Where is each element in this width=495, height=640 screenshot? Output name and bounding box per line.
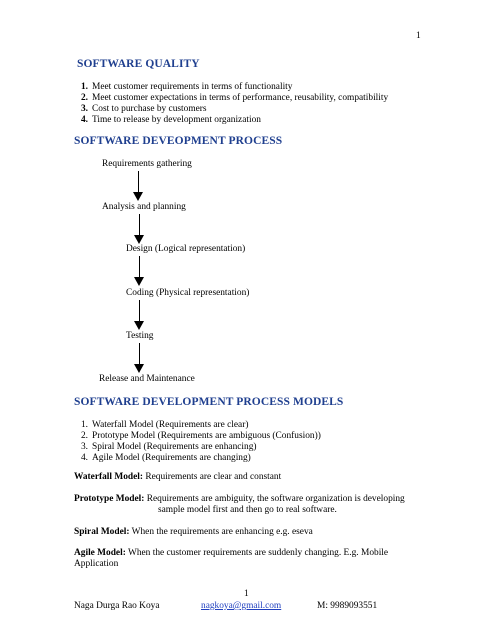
list-item: 1. Meet customer requirements in terms of functionality xyxy=(80,82,293,92)
footer-page-number: 1 xyxy=(244,589,249,599)
list-item: 1. Waterfall Model (Requirements are clear) xyxy=(80,420,249,430)
spiral-description: Spiral Model: When the requirements are enhancing e.g. eseva xyxy=(74,527,313,537)
down-arrow-icon xyxy=(134,343,145,373)
list-item: 3. Cost to purchase by customers xyxy=(80,104,207,114)
footer-author: Naga Durga Rao Koya xyxy=(74,601,160,611)
agile-description: Agile Model: When the customer requirements are suddenly changing. E.g. Mobile Application xyxy=(74,548,389,569)
list-item: 4. Agile Model (Requirements are changing) xyxy=(80,453,251,463)
down-arrow-icon xyxy=(134,214,145,244)
process-step-release: Release and Maintenance xyxy=(99,374,195,384)
list-item: 3. Spiral Model (Requirements are enhancing) xyxy=(80,442,257,452)
waterfall-description: Waterfall Model: Requirements are clear and constant xyxy=(74,472,282,482)
footer-email-link[interactable]: nagkoya@gmail.com xyxy=(201,601,282,611)
footer-phone: M: 9989093551 xyxy=(317,601,378,611)
list-item: 2. Prototype Model (Requirements are ambiguous (Confusion)) xyxy=(80,431,321,441)
down-arrow-icon xyxy=(133,171,144,201)
section-heading-dev-process: SOFTWARE DEVEOPMENT PROCESS xyxy=(74,135,283,147)
process-step-design: Design (Logical representation) xyxy=(126,244,246,254)
list-item: 4. Time to release by development organization xyxy=(80,115,261,125)
prototype-description: Prototype Model: Requirements are ambiguity, the software organization is developing sample model first and then go to real software. xyxy=(74,494,405,515)
page-number-top: 1 xyxy=(416,31,421,41)
process-step-coding: Coding (Physical representation) xyxy=(126,288,250,298)
down-arrow-icon xyxy=(134,300,145,330)
list-item: 2. Meet customer expectations in terms of performance, reusability, compatibility xyxy=(80,93,389,103)
down-arrow-icon xyxy=(134,256,145,286)
models-list xyxy=(76,420,321,464)
section-heading-software-quality: SOFTWARE QUALITY xyxy=(77,58,200,70)
process-step-testing: Testing xyxy=(126,331,154,341)
quality-list xyxy=(76,82,388,126)
section-heading-models: SOFTWARE DEVELOPMENT PROCESS MODELS xyxy=(74,396,344,408)
process-step-requirements: Requirements gathering xyxy=(102,159,192,169)
process-step-analysis: Analysis and planning xyxy=(102,202,186,212)
